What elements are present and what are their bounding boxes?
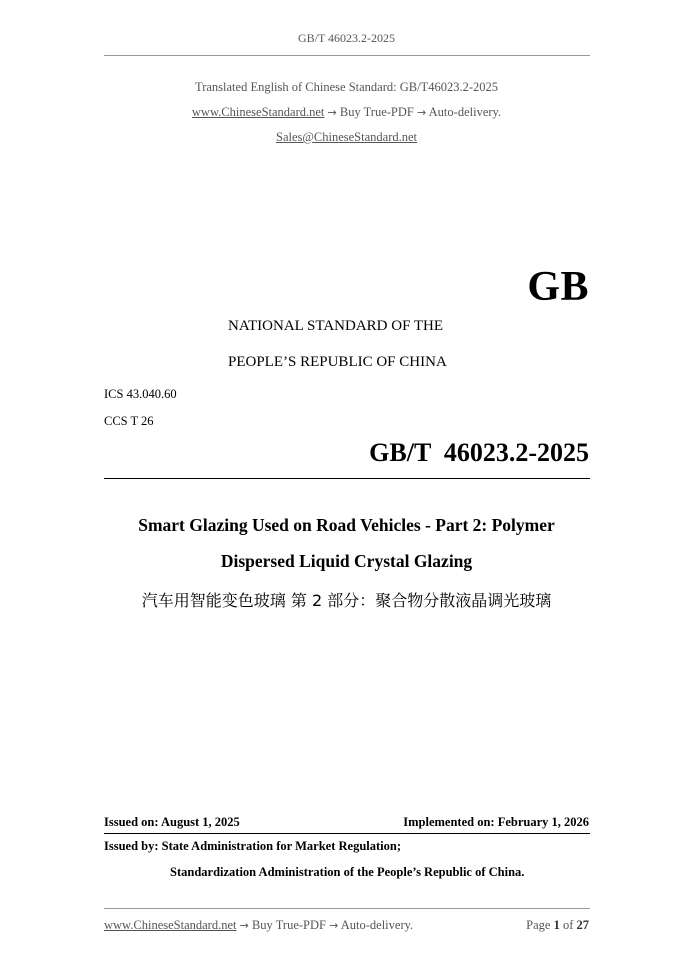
- title-divider: [104, 478, 590, 479]
- standard-number: GB/T 46023.2-2025: [369, 438, 589, 467]
- page-total: 27: [576, 918, 589, 932]
- footer-site-link[interactable]: www.ChineseStandard.net: [104, 918, 237, 932]
- auto-delivery-text: Auto-delivery.: [428, 105, 502, 119]
- title-chinese: 汽车用智能变色玻璃 第 2 部分：聚合物分散液晶调光玻璃: [141, 591, 552, 610]
- page-indicator: [526, 918, 589, 933]
- ics-code: ICS 43.040.60: [104, 387, 177, 401]
- gb-mark: GB: [527, 264, 589, 310]
- dates-divider: [104, 833, 590, 834]
- running-header-title: GB/T 46023.2-2025: [297, 31, 396, 45]
- page-label: Page: [526, 918, 551, 932]
- issued-on-date: Issued on: August 1, 2025: [104, 815, 240, 829]
- site-link[interactable]: www.ChineseStandard.net: [191, 105, 325, 119]
- national-standard-line-1: NATIONAL STANDARD OF THE: [228, 318, 444, 334]
- header-divider: [104, 55, 590, 56]
- page-current: 1: [553, 918, 560, 932]
- buy-true-pdf-text: Buy True-PDF: [339, 105, 414, 119]
- arrow-right-icon: →: [417, 106, 427, 119]
- sales-line: [0, 130, 693, 145]
- issued-by-line-1: Issued by: State Administration for Market Regulation;: [104, 839, 401, 853]
- title-line-1: Smart Glazing Used on Road Vehicles - Part 2: Polymer: [138, 515, 555, 535]
- national-standard-line-2: PEOPLE’S REPUBLIC OF CHINA: [228, 354, 447, 370]
- arrow-right-icon: →: [239, 919, 249, 932]
- arrow-right-icon: →: [329, 919, 339, 932]
- promo-line: [0, 105, 693, 120]
- footer-buy-text: Buy True-PDF: [251, 918, 326, 932]
- page-of-label: of: [562, 918, 574, 932]
- title-line-2: Dispersed Liquid Crystal Glazing: [220, 551, 473, 571]
- sales-email-link[interactable]: Sales@ChineseStandard.net: [276, 130, 417, 144]
- arrow-right-icon: →: [327, 106, 337, 119]
- footer-promo: [104, 918, 413, 933]
- ccs-code: CCS T 26: [104, 414, 154, 428]
- footer-delivery-text: Auto-delivery.: [340, 918, 414, 932]
- footer-divider: [104, 908, 590, 909]
- implemented-on-date: Implemented on: February 1, 2026: [403, 815, 589, 829]
- translation-notice: Translated English of Chinese Standard: GB/T46023.2-2025: [195, 80, 498, 94]
- issued-by-line-2: Standardization Administration of the People’s Republic of China.: [170, 865, 525, 879]
